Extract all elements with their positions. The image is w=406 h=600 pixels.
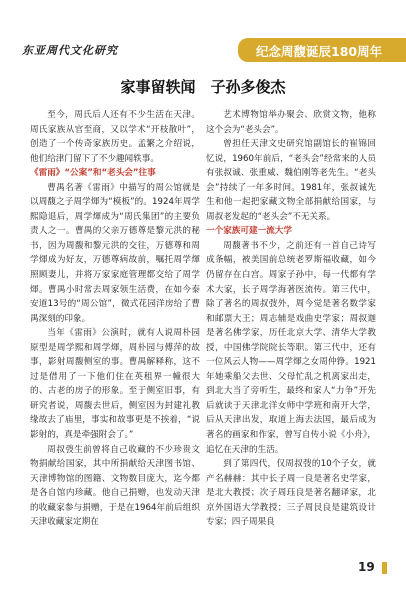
- right-column: [206, 108, 376, 530]
- section-subheading: 一个家族可建一流大学: [206, 226, 292, 237]
- paragraph: 周叔弢生前曾将自己收藏的不少珍贵文物捐献给国家，其中所捐献给天津图书馆、天津博物馆的图籍、文物数目庞大，迄今都是各自馆内珍藏。他自己捐赠，也发动天津的收藏家参与捐赠，于是在1964年前后组织天津收藏家定期在: [30, 444, 200, 528]
- journal-name: 东亚周代文化研究: [22, 44, 118, 57]
- paragraph: 到了第四代，仅周叔弢的10个子女，就产名赫赫：其中长子周一良是著名史学家，是北大教授；次子周珏良是著名翻译家，北京外国语大学教授；三子周艮良是建筑设计专家；四子周果良: [206, 459, 376, 528]
- article-title: 家事留轶闻 子孙多俊杰: [120, 78, 286, 96]
- page-header: [0, 38, 406, 62]
- page-number: 19: [358, 560, 375, 574]
- paragraph: 艺术博物馆举办聚会、欣赏文物，他称这个会为“老头会”。: [206, 110, 376, 135]
- paragraph: 曹禺名著《雷雨》中描写的周公馆就是以周馥之子周学煇为“模板”的。1924年周学熙隐退后，周学煇成为“周氏集团”的主要负责人之一。曹禺的父亲万德尊是黎元洪的秘书，因为周馥和黎元洪的交往，万德尊和周学煇成为好友，万德尊病故前，嘱托周学煇照顾妻儿，并将万家家庭管理都交给了周学煇。曹禺小时常去周家领生活费，在如今泰安道13号的“周公馆”，微式花园洋房给了曹禺深刻的印象。: [30, 182, 200, 324]
- paragraph: 曾担任天津文史研究馆副馆长的崔锦回忆说，1960年前后，“老头会”经常来的人员有张叔诚、张重威、魏伯刚等老先生。“老头会”持续了一年多时间。1981年，张叔诚先生和他一起把家藏文物全部捐献给国家，与周叔老发起的“老头会”不无关系。: [206, 139, 376, 222]
- section-subheading: 《雷雨》“公案”和“老头会”往事: [30, 168, 156, 179]
- section-banner: [238, 38, 406, 62]
- left-column: [30, 108, 200, 530]
- section-banner-label: 纪念周馥诞辰180周年: [256, 44, 383, 59]
- paragraph: 周馥著书不少，之前还有一首自己诗写成条幅，被美国前总统老罗斯福收藏，如今仍留存在白宫。周家子孙中，每一代都有学术大家，长子周学海著医流传。第三代中，除了著名的周叔弢外，周今觉是著名数学家和邮票大王；周志辅是戏曲史学家；周叔迦是著名佛学家，历任北京大学、清华大学教授，中国佛学院院长等职。第三代中，还有一位风云人物——周学煇之女周仲铮。1921年她乘船父去世、父母忙乱之机离家出走，到北大当了旁听生，最终和家人“力争”开先后就读于天津北洋女师中学班和南开大学，后从天津出发，取道上海去法国，最后成为著名的画家和作家，曾写自传小说《小舟》，追忆在天津的生活。: [206, 240, 376, 455]
- paragraph: 至今，周氏后人还有不少生活在天津。周氏家族从官至商，又以学术“开枝散叶”，创造了一个传奇家族历史。孟繁之介绍说，他们给津门留下了不少趣闻轶事。: [30, 110, 200, 164]
- paragraph: 当年《雷雨》公演时，就有人说周朴园原型是周学熙和周学煇，周朴园与傅萍的故事，影射周馥侧室的事。曹禺解释称，这不过是借用了一下他们住在英租界一幢很大的、古老的房子的形象。至于侧室旧事，有研究者说，周馥去世后，侧室因为封建礼教缘故去了庙里，事实和故事更是不挨着，“说影射的，真是牵强附会了。”: [30, 328, 200, 441]
